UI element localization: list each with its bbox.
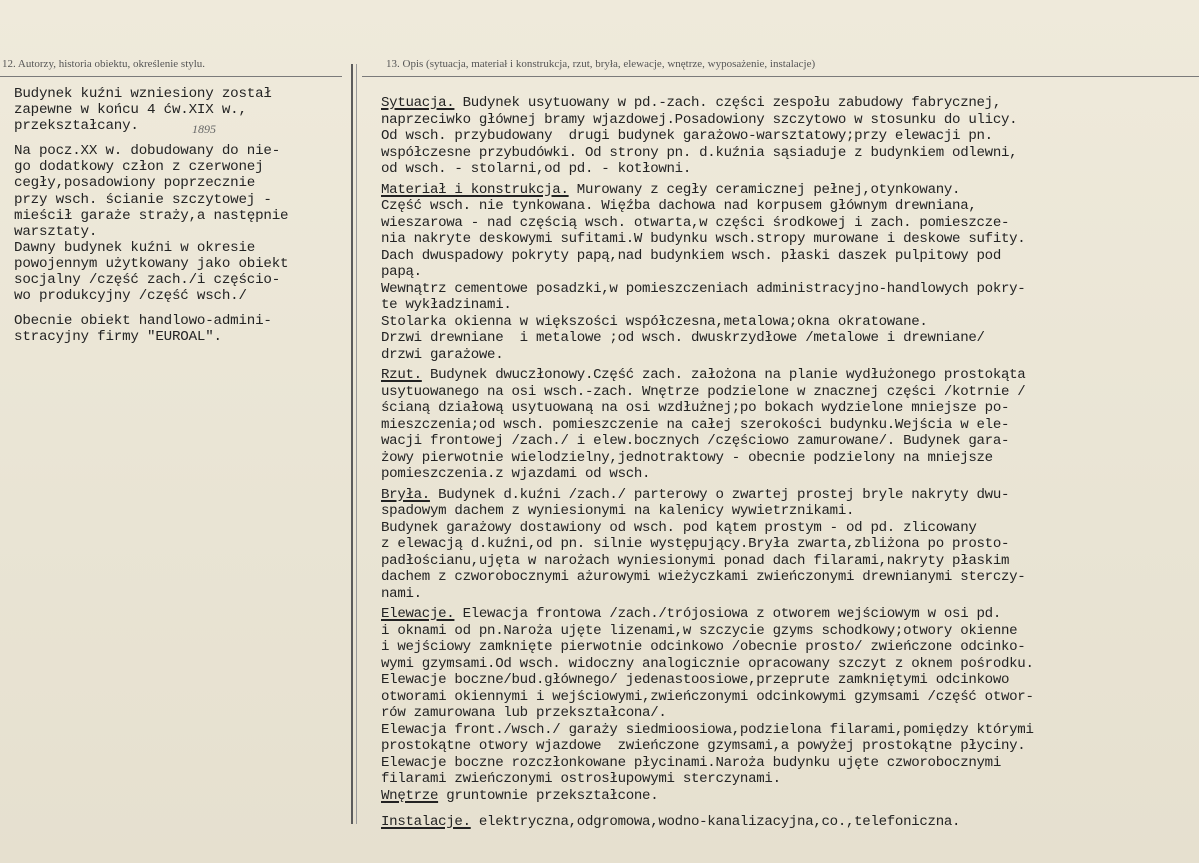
section-sytuacja: [381, 95, 1197, 178]
text-line: [381, 182, 1197, 199]
text-line: wieszarowa - nad częścią wsch. otwarta,w części środkowej i zach. pomieszcze-: [381, 214, 1010, 231]
text-line: i oknami od pn.Naroża ujęte lizenami,w szczycie gzyms schodkowy;otwory okienne: [381, 622, 1018, 639]
section-instalacje: [381, 814, 1197, 831]
text-line: Budynek kuźni wzniesiony został: [14, 86, 272, 102]
text-line: nami.: [381, 585, 422, 602]
history-paragraph: [14, 313, 350, 345]
text-line: spadowym dachem z wyniesionymi na kalenicy wywietrznikami.: [381, 503, 855, 519]
text-line: Obecnie obiekt handlowo-admini-: [14, 313, 272, 330]
column-divider-secondary: [356, 64, 357, 824]
text-line: [381, 788, 1197, 805]
text-line: stracyjny firmy "EUROAL".: [14, 329, 222, 346]
text-line: Budynek garażowy dostawiony od wsch. pod kątem prostym - od pd. zlicowany: [381, 519, 977, 536]
text-line: wymi gzymsami.Od wsch. widoczny analogicznie opracowany szczyt z oknem pośrodku.: [381, 655, 1034, 672]
text-line: Dach dwuspadowy pokryty papą,nad budynkiem wsch. płaski daszek pulpitowy pod: [381, 247, 1001, 264]
section-rzut: [381, 367, 1197, 483]
text-line: od wsch. - stolarni,od pd. - kotłowni.: [381, 161, 691, 177]
section-text: Budynek dwuczłonowy.Część zach. założona na planie wydłużonego prostokąta: [421, 367, 1026, 383]
text-line: warsztaty.: [14, 223, 98, 240]
text-line: Wewnątrz cementowe posadzki,w pomieszczeniach administracyjno-handlowych pokry-: [381, 280, 1026, 297]
section-materiał-i-konstrukcja: [381, 182, 1197, 364]
text-line: z elewacją d.kuźni,od pn. silnie występujący.Bryła zwarta,zbliżona po prosto-: [381, 536, 1010, 552]
history-column: [14, 86, 350, 354]
handwritten-note: 1895: [192, 122, 216, 136]
section-bryła: [381, 487, 1197, 603]
text-line: Od wsch. przybudowany drugi budynek garażowo-warsztatowy;przy elewacji pn.: [381, 128, 993, 144]
header-rule-left: [0, 76, 342, 77]
text-line: [381, 487, 1197, 504]
text-line: wo produkcyjny /część wsch./: [14, 288, 247, 305]
section-title: Sytuacja.: [381, 95, 455, 111]
text-line: usytuowanego na osi wsch.-zach. Wnętrze podzielone w znacznej części /kotrnie /: [381, 383, 1026, 400]
text-line: przy wsch. ścianie szczytowej -: [14, 191, 272, 208]
text-line: go dodatkowy człon z czerwonej: [14, 159, 264, 176]
text-line: ścianą działową usytuowaną na osi wzdłużnej;po bokach wydzielone mniejsze po-: [381, 400, 1010, 416]
text-line: Elewacje boczne/bud.głównego/ jedenastoosiowe,przeprute zamkniętymi odcinkowo: [381, 672, 1010, 688]
text-line: otworami okiennymi i wejściowymi,zwieńczonymi odcinkowymi gzymsami /część otwor-: [381, 688, 1034, 705]
history-paragraph: [14, 143, 350, 304]
text-line: nia nakryte deskowymi sufitami.W budynku wsch.stropy murowane i deskowe sufity.: [381, 231, 1026, 247]
text-line: Drzwi drewniane i metalowe ;od wsch. dwuskrzydłowe /metalowe i drewniane/: [381, 330, 985, 346]
text-line: powojennym użytkowany jako obiekt: [14, 255, 289, 272]
text-line: Elewacja front./wsch./ garaży siedmioosiowa,podzielona filarami,pomiędzy którymi: [381, 721, 1034, 738]
section-title: Materiał i konstrukcja.: [381, 181, 569, 198]
section-title: Wnętrze: [381, 787, 439, 804]
text-line: rów zamurowana lub przekształcona/.: [381, 705, 667, 721]
section-title: Bryła.: [381, 486, 430, 503]
section-text: Elewacja frontowa /zach./trójosiowa z otworem wejściowym w osi pd.: [454, 606, 1001, 622]
text-line: dachem z czworobocznymi ażurowymi wieżyczkami zwieńczonymi drewnianymi sterczy-: [381, 569, 1026, 585]
section-text: elektryczna,odgromowa,wodno-kanalizacyjna,co.,telefoniczna.: [470, 814, 961, 830]
section-text: gruntownie przekształcone.: [438, 787, 659, 804]
text-line: socjalny /część zach./i częścio-: [14, 272, 281, 289]
section-wnętrze: [381, 788, 1197, 805]
text-line: mieścił garaże straży,a następnie: [14, 207, 289, 224]
section-title: Rzut.: [381, 367, 422, 383]
section-title: Elewacje.: [381, 606, 455, 622]
text-line: Dawny budynek kuźni w okresie: [14, 239, 256, 256]
text-line: pomieszczenia.z wjazdami od wsch.: [381, 466, 651, 482]
text-line: przekształcany.: [14, 118, 139, 135]
text-line: i wejściowy zamknięte pierwotnie odcinkowo /obecnie prosto/ zwieńczone odcinko-: [381, 639, 1026, 655]
text-line: padłościanu,ujęta w narożach wyniesionymi ponad dach filarami,nakryty płaskim: [381, 552, 1010, 569]
text-line: prostokątne otwory wjazdowe zwieńczone gzymsami,a powyżej prostokątne płyciny.: [381, 738, 1026, 754]
section-text: Budynek d.kuźni /zach./ parterowy o zwartej prostej bryle nakryty dwu-: [429, 486, 1010, 503]
text-line: Część wsch. nie tynkowana. Więźba dachowa nad korpusem głównym drewniana,: [381, 198, 977, 214]
text-line: papą.: [381, 264, 422, 280]
text-line: naprzeciwko głównej bramy wjazdowej.Posadowiony szczytowo w stosunku do ulicy.: [381, 111, 1018, 128]
column-divider: [351, 64, 353, 824]
header-left: 12. Autorzy, historia obiektu, określenie stylu.: [2, 58, 206, 70]
text-line: [381, 606, 1197, 623]
text-line: [381, 367, 1197, 384]
section-elewacje: [381, 606, 1197, 788]
section-text: Budynek usytuowany w pd.-zach. części zespołu zabudowy fabrycznej,: [454, 95, 1001, 111]
text-line: Stolarka okienna w większości współczesna,metalowa;okna okratowane.: [381, 313, 928, 330]
text-line: zapewne w końcu 4 ćw.XIX w.,: [14, 102, 247, 119]
text-line: współczesne przybudówki. Od strony pn. d.kuźnia sąsiaduje z budynkiem odlewni,: [381, 144, 1018, 161]
text-line: filarami zwieńczonymi ostrosłupowymi sterczynami.: [381, 771, 781, 787]
text-line: te wykładzinami.: [381, 297, 512, 313]
text-line: Elewacje boczne rozczłonkowane płycinami.Naroża budynku ujęte czworobocznymi: [381, 754, 1001, 771]
text-line: [381, 95, 1197, 112]
text-line: Na pocz.XX w. dobudowany do nie-: [14, 143, 281, 160]
text-line: drzwi garażowe.: [381, 346, 504, 363]
text-line: cegły,posadowiony poprzecznie: [14, 175, 256, 192]
text-line: żowy pierwotnie wielodzielny,jednotraktowy - obecnie podzielony na mniejsze: [381, 449, 993, 466]
description-column: [381, 95, 1197, 835]
text-line: mieszczenia;od wsch. pomieszczenie na całej szerokości budynku.Wejścia w ele-: [381, 416, 1010, 433]
history-paragraph: [14, 86, 350, 134]
text-line: [381, 814, 1197, 831]
header-rule-right: [362, 76, 1199, 77]
text-line: wacji frontowej /zach./ i elew.bocznych /częściowo zamurowane/. Budynek gara-: [381, 433, 1010, 449]
header-right: 13. Opis (sytuacja, materiał i konstrukcja, rzut, bryła, elewacje, wnętrze, wyposażenie, instalacje): [386, 58, 816, 70]
section-title: Instalacje.: [381, 814, 471, 830]
section-text: Murowany z cegły ceramicznej pełnej,otynkowany.: [568, 181, 961, 198]
